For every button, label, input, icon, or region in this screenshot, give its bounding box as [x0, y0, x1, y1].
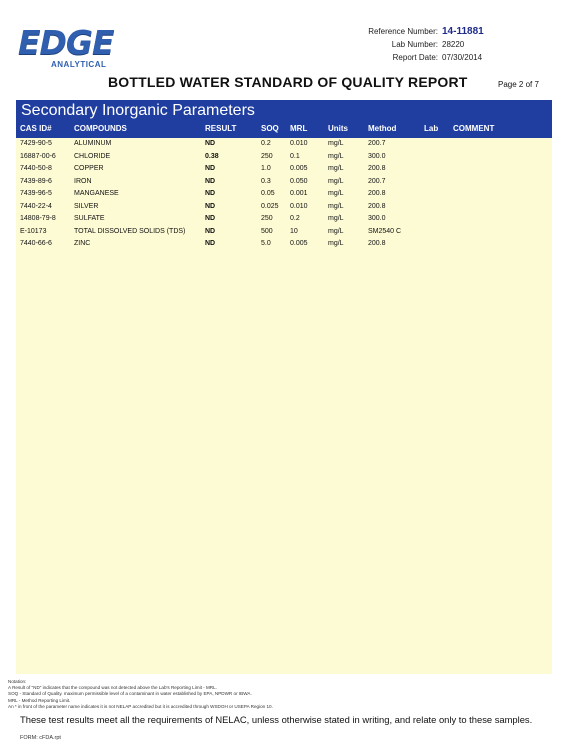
cell-units: mg/L — [328, 190, 344, 197]
results-table — [16, 138, 552, 251]
cell-soq: 0.025 — [261, 202, 279, 210]
reference-block — [368, 25, 492, 64]
col-header-soq: SOQ — [261, 124, 279, 133]
cell-mrl: 0.001 — [290, 190, 308, 197]
cell-mrl: 10 — [290, 227, 298, 235]
cell-method: 200.8 — [368, 202, 386, 210]
form-id: FORM: cFDA.rpt — [20, 735, 61, 741]
report-title: BOTTLED WATER STANDARD OF QUALITY REPORT — [108, 74, 468, 90]
reference-number-value: 14-11881 — [442, 26, 484, 37]
cell-method: 200.8 — [368, 190, 386, 197]
notation-line: A Result of "ND" indicates that the compound was not detected above the Lab's Reporting Limit - MRL. — [8, 685, 217, 691]
table-row — [16, 226, 552, 239]
cell-compound: ALUMINUM — [74, 140, 112, 147]
cell-soq: 250 — [261, 152, 273, 160]
cell-mrl: 0.1 — [290, 152, 300, 160]
cell-method: SM2540 C — [368, 227, 402, 235]
table-row — [16, 188, 552, 201]
cell-soq: 0.2 — [261, 140, 271, 147]
notation-block — [8, 679, 568, 710]
cell-method: 200.7 — [368, 177, 386, 185]
col-header-method: Method — [368, 124, 397, 133]
notation-heading: Notation: — [8, 679, 27, 684]
cell-method: 200.7 — [368, 140, 386, 147]
cell-mrl: 0.2 — [290, 215, 300, 222]
table-row — [16, 138, 552, 151]
cell-compound: SULFATE — [74, 215, 105, 222]
cell-soq: 1.0 — [261, 165, 271, 172]
lab-number-label: Lab Number: — [391, 40, 438, 49]
col-header-cas: CAS ID# — [20, 124, 52, 133]
cell-cas: 14808-79-8 — [20, 215, 56, 222]
cell-mrl: 0.005 — [290, 240, 308, 247]
cell-units: mg/L — [328, 227, 344, 235]
cell-mrl: 0.010 — [290, 140, 308, 147]
cell-result: ND — [205, 240, 216, 247]
section-title: Secondary Inorganic Parameters — [21, 102, 255, 119]
edge-analytical-logo — [18, 23, 130, 70]
cell-units: mg/L — [328, 177, 344, 185]
cell-result: ND — [205, 177, 216, 185]
cell-result: ND — [205, 165, 216, 172]
col-header-result: RESULT — [205, 124, 237, 133]
cell-mrl: 0.005 — [290, 165, 308, 172]
col-header-compounds: COMPOUNDS — [74, 124, 127, 133]
cell-units: mg/L — [328, 215, 344, 222]
cell-compound: MANGANESE — [74, 190, 119, 197]
cell-compound: TOTAL DISSOLVED SOLIDS (TDS) — [74, 227, 186, 235]
notation-line: An * in front of the parameter name indicates it is not NELAP accredited but it is accredited through WSDOH or USEPA Region 10. — [8, 703, 273, 709]
cell-result: ND — [205, 190, 216, 197]
cell-result: ND — [205, 140, 216, 147]
lab-number-value: 28220 — [442, 40, 465, 49]
cell-method: 200.8 — [368, 165, 386, 172]
cell-cas: 7440-22-4 — [20, 202, 52, 210]
cell-soq: 0.3 — [261, 177, 271, 185]
cell-units: mg/L — [328, 165, 344, 172]
col-header-units: Units — [328, 124, 348, 133]
cell-compound: ZINC — [74, 240, 91, 247]
cell-cas: E-10173 — [20, 227, 47, 235]
col-header-lab: Lab — [424, 124, 439, 133]
col-header-comment: COMMENT — [453, 124, 495, 133]
section-header — [16, 100, 552, 138]
cell-units: mg/L — [328, 240, 344, 247]
cell-compound: IRON — [74, 177, 92, 185]
cell-soq: 250 — [261, 215, 273, 222]
logo-wordmark: EDGE — [18, 23, 114, 62]
cell-result: ND — [205, 202, 216, 210]
page-number: Page 2 of 7 — [498, 80, 539, 89]
report-date-value: 07/30/2014 — [442, 53, 483, 62]
cell-cas: 7440-50-8 — [20, 165, 52, 172]
cell-cas: 7439-96-5 — [20, 190, 52, 197]
accreditation-statement: These test results meet all the requirements of NELAC, unless otherwise stated in writing, and relate only to these samples. — [20, 714, 533, 725]
cell-cas: 7439-89-6 — [20, 177, 52, 185]
cell-units: mg/L — [328, 152, 344, 160]
reference-number-label: Reference Number: — [368, 27, 438, 36]
cell-units: mg/L — [328, 140, 344, 147]
cell-soq: 5.0 — [261, 240, 271, 247]
cell-soq: 0.05 — [261, 190, 275, 197]
table-row — [16, 163, 552, 176]
cell-result: 0.38 — [205, 152, 219, 160]
cell-result: ND — [205, 215, 216, 222]
notation-line: SOQ - Standard of Quality. maximum permissible level of a contaminant in water established by EPA, NPDWR or IBWA. — [8, 691, 252, 697]
cell-method: 300.0 — [368, 215, 386, 222]
cell-compound: COPPER — [74, 165, 104, 172]
notation-line: MRL - Method Reporting Limit. — [8, 697, 71, 703]
cell-compound: CHLORIDE — [74, 152, 111, 160]
cell-soq: 500 — [261, 227, 273, 235]
report-date-label: Report Date: — [392, 53, 438, 62]
cell-cas: 7440-66-6 — [20, 240, 52, 247]
cell-mrl: 0.050 — [290, 177, 308, 185]
cell-compound: SILVER — [74, 202, 99, 210]
cell-result: ND — [205, 227, 216, 235]
logo-subtitle: ANALYTICAL — [51, 60, 107, 69]
results-panel — [16, 100, 552, 674]
cell-method: 300.0 — [368, 152, 386, 160]
cell-mrl: 0.010 — [290, 202, 308, 210]
col-header-mrl: MRL — [290, 124, 308, 133]
table-row — [16, 201, 552, 214]
table-row — [16, 176, 552, 189]
table-row — [16, 238, 552, 251]
table-row — [16, 151, 552, 164]
cell-method: 200.8 — [368, 240, 386, 247]
cell-units: mg/L — [328, 202, 344, 210]
cell-cas: 7429-90-5 — [20, 140, 52, 147]
table-row — [16, 213, 552, 226]
cell-cas: 16887-00-6 — [20, 152, 56, 160]
